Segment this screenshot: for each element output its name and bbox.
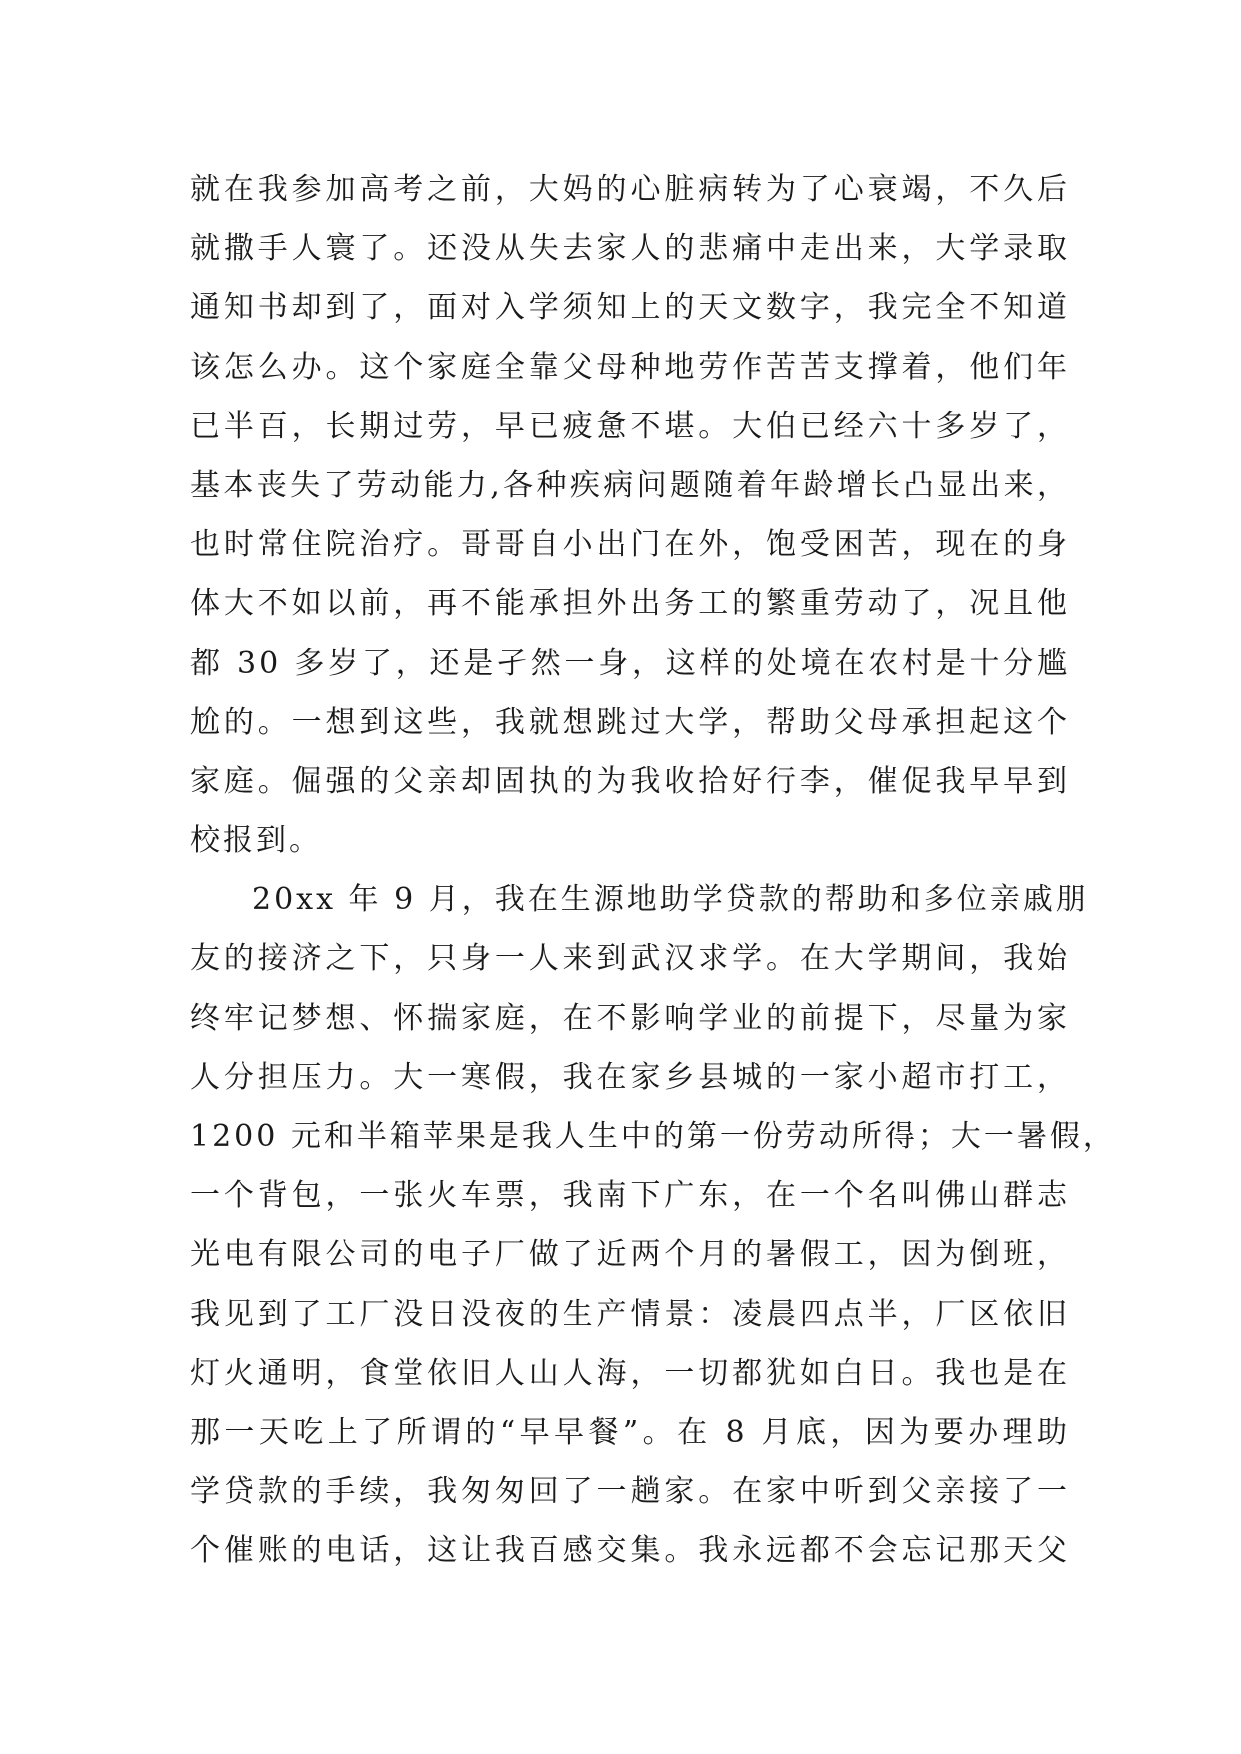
text-line: 体大不如以前，再不能承担外出务工的繁重劳动了，况且他 [190, 586, 1070, 622]
text-line: 校报到。 [190, 823, 322, 859]
text-line: 人分担压力。大一寒假，我在家乡县城的一家小超市打工， [190, 1059, 1070, 1095]
paragraph [190, 160, 1070, 870]
text-line: 家庭。倔强的父亲却固执的为我收拾好行李，催促我早早到 [190, 763, 1070, 799]
document-body [190, 160, 1116, 1581]
text-line: 灯火通明，食堂依旧人山人海，一切都犹如白日。我也是在 [190, 1355, 1070, 1391]
text-line: 该怎么办。这个家庭全靠父母种地劳作苦苦支撑着，他们年 [190, 349, 1070, 385]
text-line: 都 30 多岁了，还是孑然一身，这样的处境在农村是十分尴 [190, 645, 1070, 681]
text-line: 尬的。一想到这些，我就想跳过大学，帮助父母承担起这个 [190, 704, 1070, 740]
text-line: 20xx 年 9 月，我在生源地助学贷款的帮助和多位亲戚朋 [252, 882, 1089, 918]
text-line: 已半百，长期过劳，早已疲惫不堪。大伯已经六十多岁了， [190, 408, 1070, 444]
text-line: 我见到了工厂没日没夜的生产情景：凌晨四点半，厂区依旧 [190, 1296, 1070, 1332]
paragraph [190, 870, 1116, 1580]
text-line: 学贷款的手续，我匆匆回了一趟家。在家中听到父亲接了一 [190, 1474, 1070, 1510]
text-line: 就撒手人寰了。还没从失去家人的悲痛中走出来，大学录取 [190, 231, 1070, 267]
text-line: 基本丧失了劳动能力,各种疾病问题随着年龄增长凸显出来， [190, 467, 1070, 503]
text-line: 个催账的电话，这让我百感交集。我永远都不会忘记那天父 [190, 1533, 1070, 1569]
text-line: 一个背包，一张火车票，我南下广东，在一个名叫佛山群志 [190, 1178, 1070, 1214]
text-line: 那一天吃上了所谓的“早早餐”。在 8 月底，因为要办理助 [190, 1414, 1070, 1450]
text-line: 终牢记梦想、怀揣家庭，在不影响学业的前提下，尽量为家 [190, 1000, 1070, 1036]
text-line: 通知书却到了，面对入学须知上的天文数字，我完全不知道 [190, 290, 1070, 326]
text-line: 光电有限公司的电子厂做了近两个月的暑假工，因为倒班， [190, 1237, 1070, 1273]
text-line: 就在我参加高考之前，大妈的心脏病转为了心衰竭，不久后 [190, 172, 1070, 207]
text-line: 友的接济之下，只身一人来到武汉求学。在大学期间，我始 [190, 941, 1070, 977]
text-line: 也时常住院治疗。哥哥自小出门在外，饱受困苦，现在的身 [190, 527, 1070, 563]
text-line: 1200 元和半箱苹果是我人生中的第一份劳动所得；大一暑假， [190, 1119, 1116, 1154]
